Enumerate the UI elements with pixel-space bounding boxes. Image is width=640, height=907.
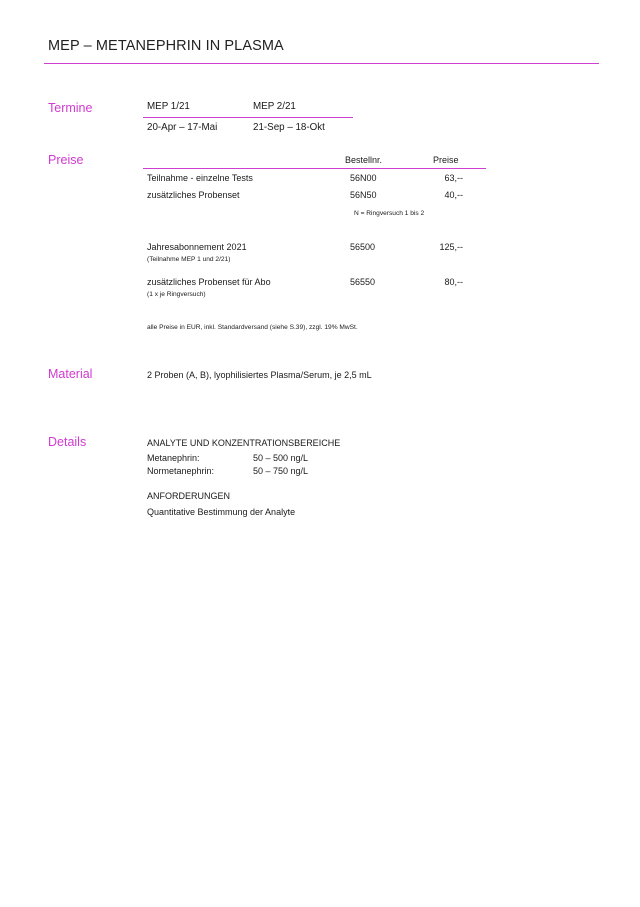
title-rule xyxy=(44,63,599,64)
section-details-heading: Details xyxy=(48,435,87,449)
price-row-label: Teilnahme - einzelne Tests xyxy=(147,173,253,183)
termine-rule xyxy=(143,117,353,118)
section-material-heading: Material xyxy=(48,367,93,381)
price-row-order: 56500 xyxy=(350,242,376,252)
price-row-label: Jahresabonnement 2021 xyxy=(147,242,247,252)
page-title: MEP – METANEPHRIN IN PLASMA xyxy=(48,38,284,54)
price-row-price: 40,-- xyxy=(444,190,463,200)
round-1-name: MEP 1/21 xyxy=(147,101,190,112)
round-1-dates: 20-Apr – 17-Mai xyxy=(147,122,218,133)
round-2-dates: 21-Sep – 18-Okt xyxy=(253,122,325,133)
price-row-price: 125,-- xyxy=(439,242,463,252)
price-row-order: 56N50 xyxy=(350,190,377,200)
section-preise-heading: Preise xyxy=(48,153,84,167)
price-row-price: 63,-- xyxy=(444,173,463,183)
price-row-sublabel: (1 x je Ringversuch) xyxy=(147,291,206,298)
analytes-heading: ANALYTE UND KONZENTRATIONSBEREICHE xyxy=(147,438,341,448)
column-header-price: Preise xyxy=(433,155,459,165)
preise-rule xyxy=(143,168,486,169)
column-header-order-number: Bestellnr. xyxy=(345,155,383,165)
analyte-name: Normetanephrin: xyxy=(147,466,215,476)
price-row-label: zusätzliches Probenset xyxy=(147,190,240,200)
price-row-label: zusätzliches Probenset für Abo xyxy=(147,277,271,287)
price-row-order: 56N00 xyxy=(350,173,377,183)
analyte-name: Metanephrin: xyxy=(147,453,200,463)
price-row-price: 80,-- xyxy=(444,277,463,287)
material-text: 2 Proben (A, B), lyophilisiertes Plasma/Serum, je 2,5 mL xyxy=(147,370,372,380)
section-termine-heading: Termine xyxy=(48,101,93,115)
requirements-text: Quantitative Bestimmung der Analyte xyxy=(147,507,296,517)
analyte-range: 50 – 750 ng/L xyxy=(253,466,309,476)
requirements-heading: ANFORDERUNGEN xyxy=(147,491,231,501)
price-row-order: 56550 xyxy=(350,277,376,287)
ringversuch-note: N = Ringversuch 1 bis 2 xyxy=(354,210,425,217)
analyte-range: 50 – 500 ng/L xyxy=(253,453,309,463)
price-row-sublabel: (Teilnahme MEP 1 und 2/21) xyxy=(147,256,231,263)
round-2-name: MEP 2/21 xyxy=(253,101,296,112)
price-footnote: alle Preise in EUR, inkl. Standardversand (siehe S.39), zzgl. 19% MwSt. xyxy=(147,324,358,331)
